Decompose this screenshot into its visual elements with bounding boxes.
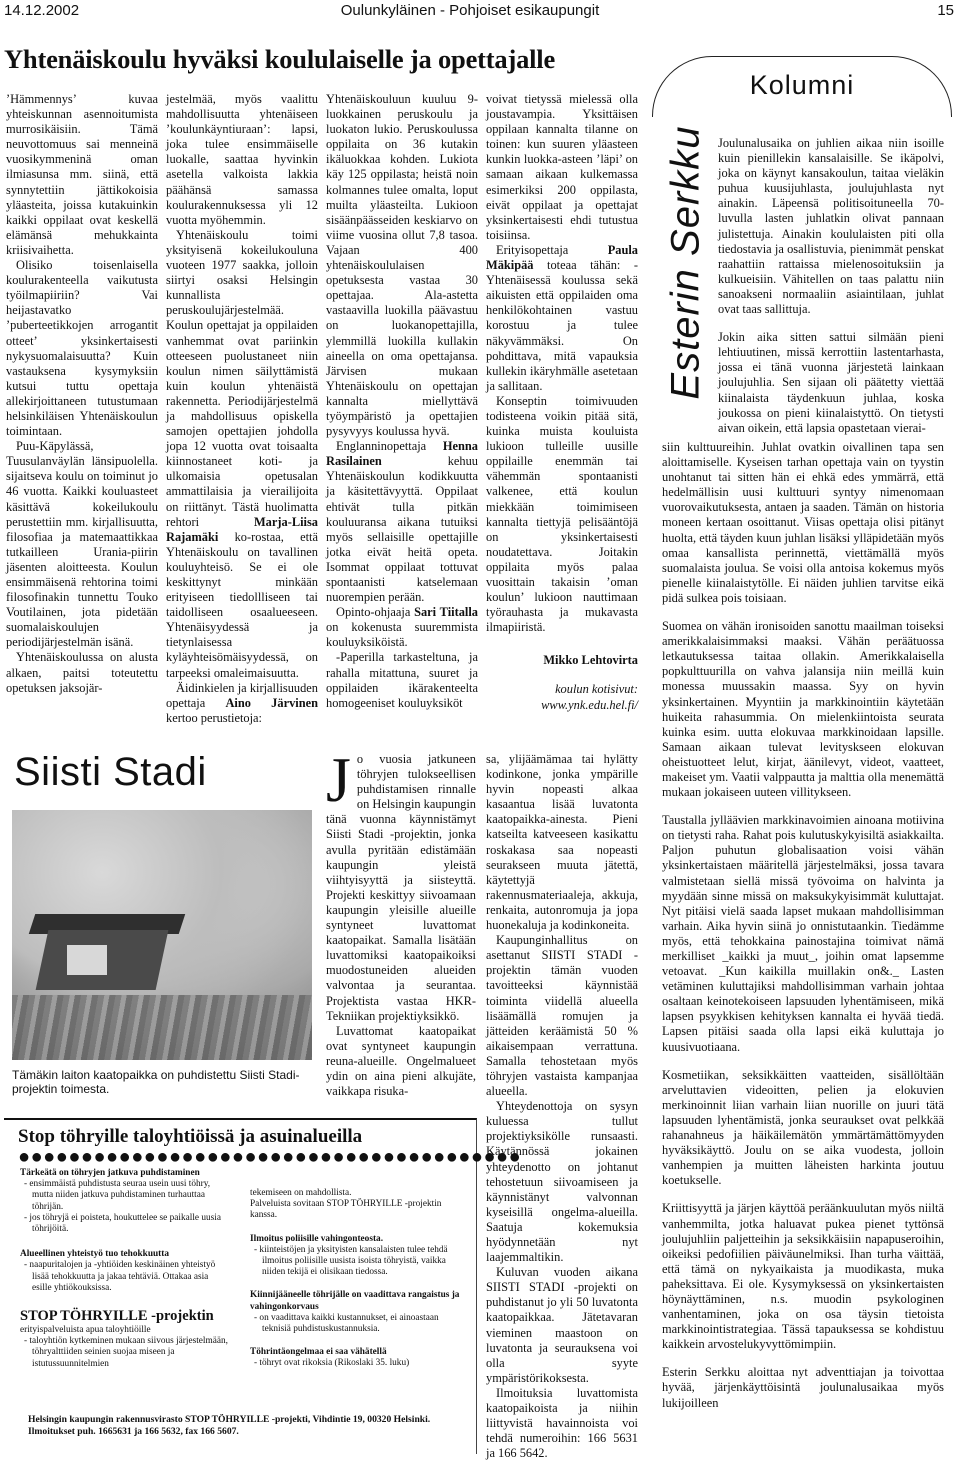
byline: Mikko Lehtovirta <box>543 653 638 668</box>
article-column-1 <box>6 92 158 696</box>
page-number: 15 <box>937 2 954 19</box>
paragraph: Joulunalusaika on juhlien aikaa niin isoille kuin pienillekin kansalaisille. Se ikäpolvi, joka on käynyt kansakoulun, taitaa vieläkin puhua kuusijuhlasta, joulujuhlasta nyt ainakin. Läpeensä politisoituneella 70-luvulla lasten juhlatkin olivat pannaan julistettuja. Ainakin koululaisten piti olla tiedostavia ja osallistuvia, pienimmät penskat raahattiin rattaissa mielenosoituksiin ja kulkueisiin. Vähitellen on taas palattu niin sanoakseni normaaliin asiaintilaan, juhlat ovat taas sallittuja. <box>718 136 944 317</box>
block-heading: Kiinnijääneelle töhrijälle on vaadittava rangaistus ja vahingonkorvaus <box>250 1290 460 1312</box>
paragraph: -Paperilla tarkasteltuna, ja rahalla mitattuna, suuret ja oppilaiden ikärakenteelta homogeeniset kouluyksiköt <box>326 650 478 710</box>
list-item: - töhryt ovat rikoksia (Rikoslaki 35. luku) <box>254 1358 410 1369</box>
paragraph: Erityisopettaja Paula Mäkipää toteaa tähän: -Yhtenäisessä koulussa sekä aikuisten että oppilaiden oma henkilökohtainen vastuu korostuu ja tulee näkyvämmäksi. On pohdittava, mitä vapauksia kullekin ikäryhmälle asetetaan ja sallitaan. <box>486 242 638 393</box>
paragraph: Kosmetiikan, seksikkäitten vaatteiden, sisällöltään arveluttavien videoitten, pelien ja elokuvien merkinoinnit liian varhain liian nuorille on juuri tätä lapsuuden lyhentämistä, jonka seuraukset ovat pelkkää rahanahneus ja häikäilemätön ymmärtämättömyyden hyväksikäyttö. Joulu on se aika vuodesta, jolloin vanhempien ja muitten läheisten harkinta joutuu koetukselle. <box>662 1067 944 1188</box>
paragraph: Suomea on vähän ironisoiden sanottu maailman toiseksi amerikkalaisimmaksi maaksi. Vähän peräätuossa letkautuksessa taitaa ollakin. Amerikkalaisella popkulttuurilla on vahva jalansija niin meillä kuin monessa muussakin maassa. Syy on hyvin yksinkertainen. Myyntiin ja markkinointiin käytetään huikeita rahasummia. On mielenkiintoista seurata kuinka esim. uutta elokuvaa markkinoidaan lapsille. Samaan aikaan tulevat levityskseen elokuvan oheistuotteet lelut, kirjat, äänilevyt, videot, vaatteet, makeiset ym. Vaatii valppautta ja malttia olla menemättä mukaan jokaiseen uuteen villitykseen. <box>662 619 944 800</box>
paragraph: Opinto-ohjaaja Sari Tiitalla on kokenusta suuremmista kouluyksiköistä. <box>326 605 478 650</box>
block-heading: Tärkeätä on töhryjen jatkuva puhdistaminen <box>20 1168 200 1178</box>
list-item: - ensimmäistä puhdistusta seuraa usein uusi töhry, mutta niiden jatkuva puhdistaminen turhauttaa töhrijän. <box>24 1179 211 1212</box>
article-column-4 <box>486 92 638 713</box>
block-heading: Alueellinen yhteistyö tuo tehokkuutta <box>20 1249 170 1260</box>
paragraph: Jokin aika sitten sattui silmään pieni lehtiuutinen, missä kerrottiin lastentarhasta, jossa ei tänä vuonna järjestetä lainkaan joulujuhlia. Sen sijaan oli päätetty viettää kiinalaista täydenkuun juhlaa, koska joukossa on pieni kiinalaistyttö. On tietysti aivan oikein, että lapsia opastetaan vierai- <box>718 330 944 435</box>
website-label: koulun kotisivut: <box>555 682 638 697</box>
paragraph: sa, ylijäämämaa tai hylätty kodinkone, jonka ympärille hyvin nopeasti alkaa kasaantua lisää luvatonta kaatopaikka-ainesta. Pieni katseilta katveeseen kasikattu roskakasa saa nopeasti seurakseen muuta jätettä, käytettyjä rakennusmateriaaleja, akkuja, renkaita, autonromuja ja jopa huonekaluja ja kodinkoneita. <box>486 752 638 933</box>
article-column-3 <box>326 92 478 711</box>
drop-cap: J <box>326 744 351 815</box>
paragraph: jestelmää, myös vaalittu mahdollisuutta yhtenäiseen ’koulunkäyntiuraan’: lapsi, joka tulee ensimmäiselle luokalle, saattaa hyvinkin asetella valkoista lakkia päähänsä samassa koulurakennuksessa yli 12 vuotta myöhemmin. <box>166 92 318 227</box>
website-link[interactable]: www.ynk.edu.hel.fi/ <box>541 697 638 712</box>
person-name: Paula Mäkipää <box>486 242 638 273</box>
article-column-2 <box>166 92 318 726</box>
block-heading: Ilmoitus poliisille vahingonteosta. <box>250 1233 384 1244</box>
list-item: - jos töhryjä ei poisteta, houkuttelee se paikalle uusia töhrijöitä. <box>24 1212 221 1235</box>
paragraph: Esterin Serkku aloittaa nyt adventtiajan ja toivottaa hyvää, järjenkäyttöisintä joulunalusaikaa myös lukijoilleen <box>662 1365 944 1410</box>
paragraph: Yhteydenottoja on sysyn kuluessa tullut projektiyksikölle runsaasti. Käytännössä jokainen yhteydenotto on johtanut tehostetuun siivoamiseen ja käynnistänyt valvonnan kyseisillä ongelma-alueilla. Saatuja kokemuksia hyödynnetään nyt laajemmaltikin. <box>486 1099 638 1265</box>
person-name: Sari Tiitalla <box>414 605 478 620</box>
person-name: Marja-Liisa Rajamäki <box>166 514 318 544</box>
photo-caption: Tämäkin laiton kaatopaikka on puhdistettu Siisti Stadi-projektin toimesta. <box>12 1068 300 1096</box>
paragraph: Luvattomat kaatopaikat ovat syntyneet kaupungin reuna-alueille. Ongelmalueet ydin on aina pieni alkujäte, vaikkapa risuka- <box>326 1023 476 1099</box>
siisti-column-2 <box>486 752 638 1461</box>
paragraph: Olisiko toisenlaisella koulurakenteella vaikutusta työilmapiiriin? Vai heijastavatko ’puberteetikkojen arrogantit otteet’ yksinkertaisesti nykysuomalaisuutta? Kuin vastauksena kysymyksiin kutsui tuttu opettaja allekirjoittaneen tutustumaan helsinkiläisen Yhtenäiskoulun toimintaan. <box>6 258 158 439</box>
page-header <box>0 0 960 26</box>
list-item: - kiinteistöjen ja yksityisten kansalaisten tulee tehdä ilmoitus poliisille uusista isoista töhryistä, vaikka niiden tekijä ei olisikaan tiedossa. <box>254 1244 448 1278</box>
paragraph: Puu-Käpylässä, Tuusulanväylän länsipuolella. sijaitseva koulu on toiminut jo 46 vuotta. Kaikki kouluasteet käsittävä kokeilukoulu perustettiin mm. kirjallisuutta, filosofiaa ja matemaattikkaa tutkailleen Urania-piirin jäsenten aloitteesta. Koulun ensimmäisenä rehtorina toimi filosofinakin tunnettu Touko Voutilainen, jota pidetään suomalaiskoulujen periodijärjestelmän isänä. <box>6 439 158 650</box>
paragraph: Yhtenäiskoulussa on alusta alkaen, paitsi toteutettu opetuksen jaksojär- <box>6 650 158 695</box>
project-title: STOP TÖHRYILLE -projektin <box>20 1308 214 1325</box>
column-text-wide <box>662 440 944 1424</box>
paragraph: Englanninopettaja Henna Rasilainen kehuu Yhtenäiskoulun kodikkuutta ja käsitettävyyttä. Oppilaat ehtivät tulla pitkän kouluuransa aikana tutuiksi myös sellaisille opettajille jotka eivät heitä opeta. Isommat oppilaat tottuvat spontaanisti katselemaan nuorempien perään. <box>326 439 478 605</box>
dot-divider: ●●●●●●●●●●●●●●●●●●●●●●●●●●●●●●●●●●●●●●●● <box>18 1146 522 1168</box>
stop-box-title: Stop töhryille taloyhtiöissä ja asuinalueilla <box>18 1126 363 1147</box>
siisti-column-1 <box>326 744 476 1099</box>
paragraph: Ilmoituksia luvattomista kaatopaikoista ja niihin liittyvistä havainnoista voi tehdä numeroihin: 166 5631 ja 166 5642. <box>486 1385 638 1461</box>
column-text-narrow <box>718 136 944 436</box>
project-line: erityispalveluista apua taloyhtiöille <box>20 1325 151 1336</box>
paragraph: ’Hämmennys’ kuvaa yhteiskunnan asennoitumista murrosikäisiin. Tämä neuvottomuus sai menneinä vuosikymmeninä oman ilmiasunsa mm. siinä, että synnytettiin jättikokoisia yläasteita, joissa kutakuinkin kaikki oppilaat ovat keskellä elämänsä mehukkainta kriisivaihetta. <box>6 92 158 257</box>
list-item: - taloyhtiön kytkeminen mukaan siivous järjestelmään, töhryalttiiden seinien suojaa miseen ja istutussuunnitelmien <box>24 1336 228 1369</box>
paragraph: Kuluvan vuoden aikana SIISTI STADI -projekti on puhdistanut jo yli 50 luvatonta kaatopaikkaa. Jätetavaran vieminen maastoon on luvatonta ja seurauksena voi olla syyte ympäristörikoksesta. <box>486 1265 638 1385</box>
paragraph: Taustalla jylläävien markkinavoimien ainoana motiivina on tietysti raha. Rahat pois kulutuskykyisiltä asiakkailta. Paljon puhutun globalisaation voisi vähän yksinkertaistaen määritellä järjestelmäksi, jossa tavara valmistetaan siellä missä työvoima on halvinta ja myydään sinne missä on maksukykyisimmät kuluttajat. Nyt pitäisi vielä saada lapset mukaan mahdollisimman varhain. Aika hyvin siinä jo onnistutaankin. Tiedämme myös, että tehokkaina painostajina toimivat nämä merkilliset _kaikki ja muut_, joihin omat lapsemme vetoavat. _Kun kaikilla muillakin on&._ Lasten vetäminen kuluttajiksi mahdollisimman varhain johtaa osaltaan keinotekoiseen lapsuuden lyhentämiseen, mikä lapsen psyykkisen kehityksen kannalta ei hyvää tiedä. Lapsen pitäisi saada olla lapsi eikä kuluttaja jo kuusivuotiaana. <box>662 813 944 1054</box>
siisti-stadi-title: Siisti Stadi <box>14 750 207 794</box>
paragraph: Yhtenäiskouluun kuuluu 9-luokkainen peruskoulu ja luokaton lukio. Peruskoulussa oppilaita on 36 kutakin ikäluokkaa kohden. Lukiota käy 125 oppilasta; heistä noin kolmannes tulee omalta, loput muilta yläasteilta. Lukioon sisäänpäässeiden keskiarvo on viime vuosina ollut 7,8 tasoa. Vajaan 400 yhtenäiskoululaisen opetuksesta vastaa 30 opettajaa. Ala-astetta vastaavilla luokilla päävastuu on luokanopettajilla, ylemmillä luokilla kullakin aineella on oma opettajansa. Järvisen mukaan Yhtenäiskoulu on opettajan kannalta miellyttävä työympäristö ja opettajien pysyvyys koulussa hyvä. <box>326 92 478 439</box>
text-line: tekemiseen on mahdollista. <box>250 1188 352 1198</box>
contact-footer: Helsingin kaupungin rakennusvirasto STOP TÖHRYILLE -projekti, Vihdintie 19, 00320 Helsinki. Ilmoitukset puh. 1665631 ja 166 5632, fax 166 5607. <box>28 1414 431 1437</box>
stop-graffiti-box <box>4 1118 522 1454</box>
publication-name: Oulunkyläinen - Pohjoiset esikaupungit <box>340 2 600 19</box>
dump-site-photo <box>12 810 312 1060</box>
paragraph: voivat tietyssä mielessä olla joustavampia. Yksittäisen oppilaan kannalta tilanne on toinen: kun suuren yläasteen kunkin luokka-asteen ’läpi’ on samaan aikaan kulkemassa esimerkiksi 200 oppilasta, eivät oppilaat ja opettajat yksinkertaisesti ehdi tutustua toisiinsa. <box>486 92 638 242</box>
stop-right-column <box>250 1188 460 1370</box>
paragraph: Jo vuosia jatkuneen töhryjen tulokseellisen puhdistamisen rinnalle on Helsingin kaupungin tänä vuonna käynnistämyt Siisti Stadi -projektin, jonka avulla pyritään edistämään kaupungin yleistä viihtyisyyttä ja siisteyttä. Projekti keskittyy siivoamaan kaupungin yleisille alueille syntyneet luvattomat kaatopaikat. Samalla lisätään luvattomiksi kaatopaikoiksi muodostuneiden alueiden valvontaa ja seurantaa. Projektista vastaa HKR-Tekniikan projektiyksikkö. <box>326 744 476 1023</box>
person-name: Henna Rasilainen <box>326 439 478 469</box>
paragraph: Kaupunginhallitus on asettanut SIISTI STADI -projektin tämän vuoden tavoitteeksi käynnistää toiminta viidellä alueella lisäämällä romujen ja jätteiden keräämistä 50 % aikaisempaan verrattuna. Samalla tehostetaan myös töhryjen vastaista kampanjaa alueella. <box>486 933 638 1099</box>
person-name: Aino Järvinen <box>225 695 318 710</box>
paragraph: Äidinkielen ja kirjallisuuden opettaja Aino Järvinen kertoo perustietoja: <box>166 680 318 725</box>
issue-date: 14.12.2002 <box>4 2 80 19</box>
paragraph: Kriittisyyttä ja järjen käyttöä peräänkuulutan myös niiltä vanhemmilta, jotka haluavat pukea pienet tyttönsä joulujuhliin paljetteihin ja seksikkäisiin napapuseroihin, oikeiksi pedofiilien päiväunelmiksi. Ihan turha väittää, että tämä on nykyaikaista ja muodikasta, muka paheksittava. Ei ole. Kysymyksessä on yksinkertaisten höynäyttäminen, n.s. muodin psykologinen vanhentaminen, joka on osa täysin tietoista markkinointistrategiaa. Tässä tapauksessa se kohdistuu kaikkein arvostelukyvyttömimpiin. <box>662 1201 944 1352</box>
stop-left-column <box>20 1168 230 1370</box>
paragraph: Yhtenäiskoulu toimi yksityisenä kokeilukouluna vuoteen 1977 saakka, jolloin siirtyi osaksi Helsingin kunnallista peruskoulujärjestelmää. Koulun opettajat ja oppilaiden vanhemmat ovat pariinkin otteeseen puolustaneet niin koulun nimen säilyttämistä kuin koulun yhtenäistä rakennetta. Periodijärjestelmä ja mahdollisuus opiskella samojen opettajien johdolla jopa 12 vuotta ovat toisaalta kiinnostaneet koti- ja ulkomaisia opetusalan ammattilaisia ja vierailijoita on riittänyt. Tästä huolimatta rehtori Marja-Liisa Rajamäki ko-rostaa, että Yhtenäiskoulu on tavallinen kouluyhteisö. Se ei ole keskittynyt minkään erityiseen tiedollliseen tai taidolliseen osaalueeseen. Yhtenäisyydessä ja tietynlaisessa kyläyhteisömäisyydessä, on tarpeeksi omaleimaisuutta. <box>166 227 318 680</box>
list-item: - on vaadittava kaikki kustannukset, ei ainoastaan teknisiä puhdistuskustannuksia. <box>254 1312 439 1335</box>
block-heading: Töhrintäongelmaa ei saa vähätellä <box>250 1347 387 1358</box>
paragraph: Konseptin toimivuuden todisteena voikin pitää sitä, kuinka muista kouluista lukioon tulleille uusille oppilaille enemmän tai vähemmän spontaanisti valkenee, että koulun miekkään toimimiseen kannalta tiettyjä pelisääntöjä on yksinkertaisesti noudatettava. Joitakin oppilaita myös palaa vuosittain takaisin ’oman koulun’ lukioon nauttimaan työrauhasta ja mukavasta ilmapiiristä. <box>486 393 638 635</box>
paragraph: siin kulttuureihin. Juhlat ovatkin oivallinen tapa sen aloittamiselle. Kyseisen tarhan opettaja vain on tyystin unohtanut tai sitten hän ei ehkä edes ymmärrä, että hedelmällisin uusi kulttuuri syntyy nimenomaan vuorovaikutuksesta, antaen ja saaden. Tämän on historia moneen kertaan osoittanut. Viisas opettaja olisi pitänyt huolta, että täyden kuun juhlan lisäksi ylläpidetään myös omaa kansallista perinnettä, viettämällä myös suomalaista joulua. Se voisi olla antoisa kokemus myös pienelle kiinalaistytölle. Ei näiden juhlien tarvitse eikä pidä sulkea pois toisiaan. <box>662 440 944 605</box>
article-headline: Yhtenäiskoulu hyväksi koululaiselle ja opettajalle <box>4 44 556 74</box>
text-line: Palveluista sovitaan STOP TÖHRYILLE -projektin kanssa. <box>250 1199 442 1221</box>
list-item: - naapuritalojen ja -yhtiöiden keskinäinen yhteistyö lisää tehokkuutta ja jakaa tehtäviä. Ottakaa asia esille yhtiökouksissa. <box>24 1260 216 1293</box>
column-title: Kolumni <box>749 70 855 100</box>
